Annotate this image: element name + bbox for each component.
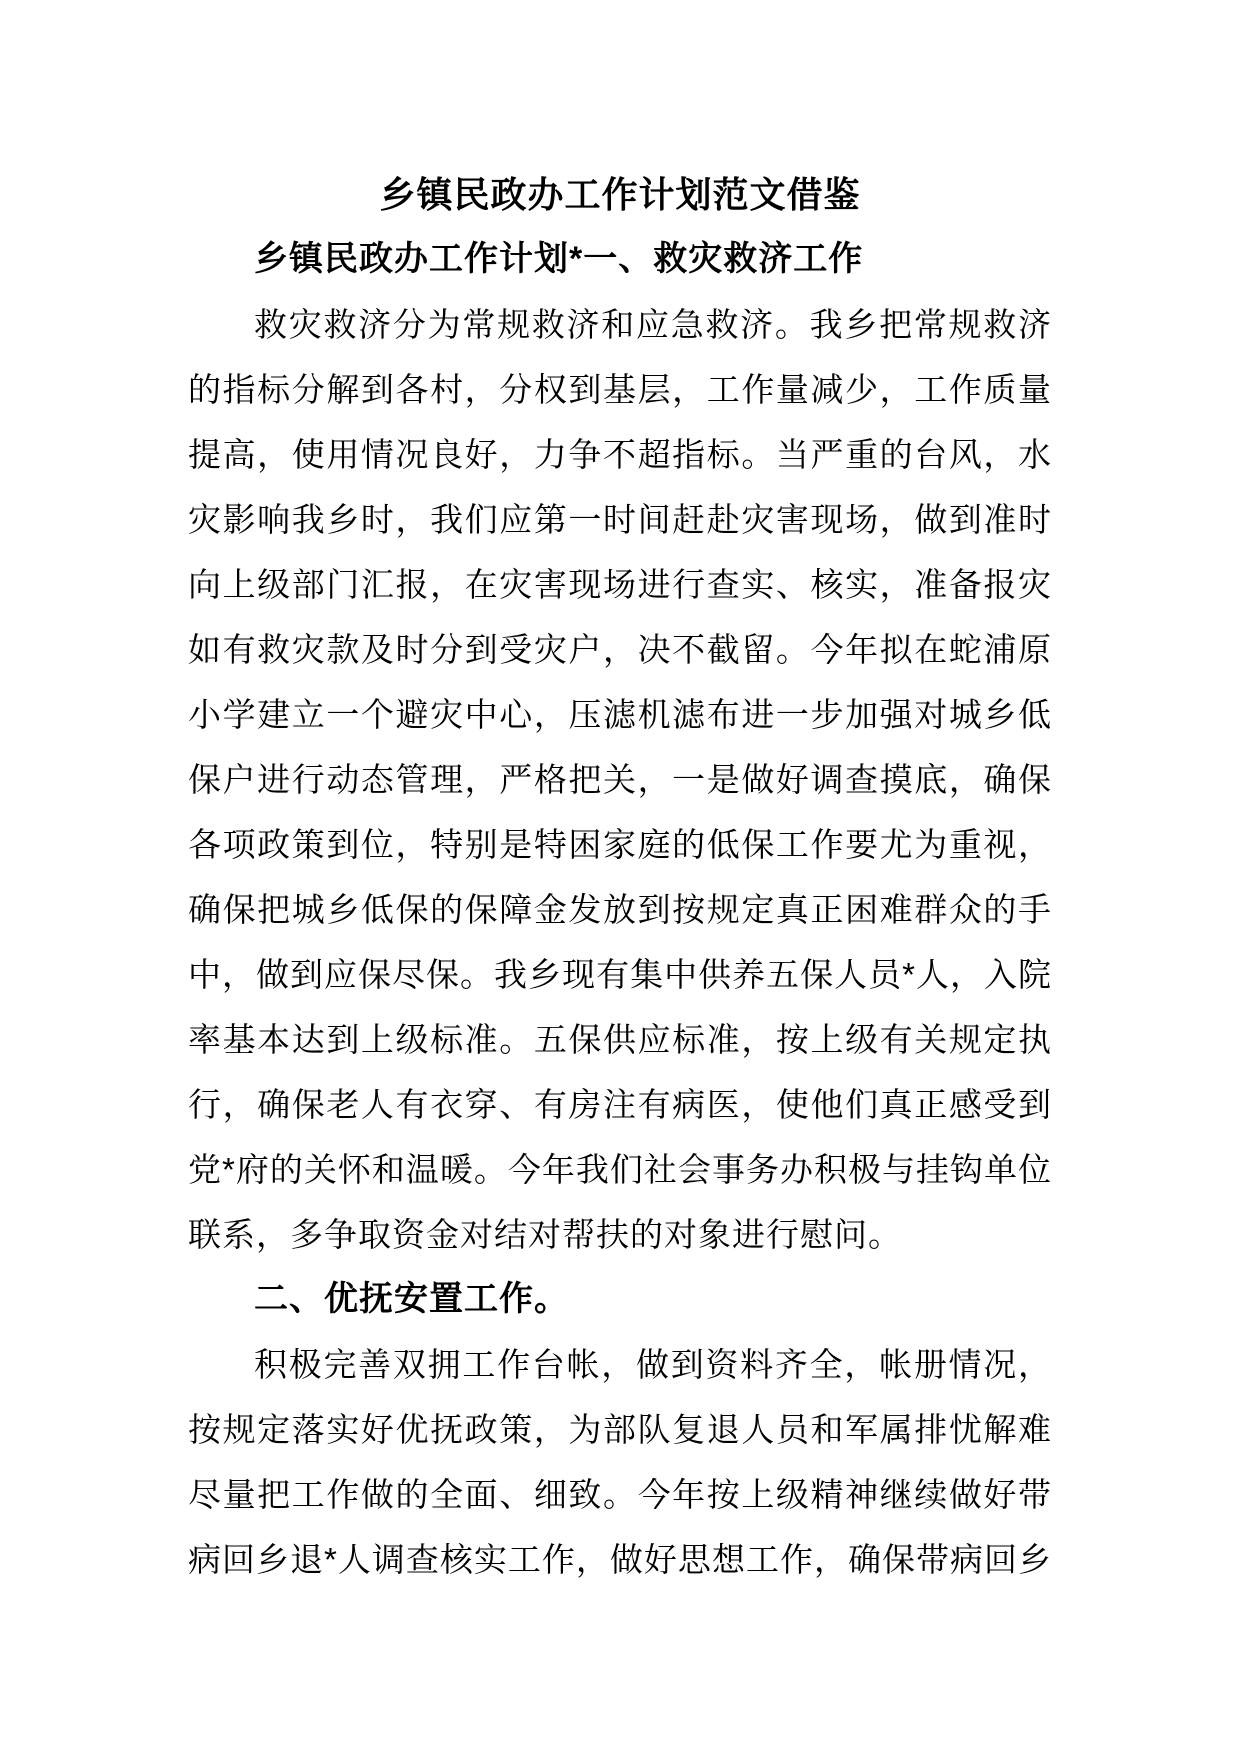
text-line: 病回乡退*人调查核实工作，做好思想工作，确保带病回乡 [188, 1541, 1052, 1578]
text-line: 中，做到应保尽保。我乡现有集中供养五保人员*人，入院 [188, 956, 1052, 993]
text-line: 保户进行动态管理，严格把关，一是做好调查摸底，确保 [188, 761, 1052, 798]
text-line: 灾影响我乡时，我们应第一时间赶赴灾害现场，做到准时 [188, 501, 1052, 538]
text-line: 救灾救济分为常规救济和应急救济。我乡把常规救济 [254, 306, 1052, 343]
section-heading: 乡镇民政办工作计划*一、救灾救济工作 [254, 240, 864, 278]
text-line: 提高，使用情况良好，力争不超指标。当严重的台风，水 [188, 436, 1052, 473]
text-line: 尽量把工作做的全面、细致。今年按上级精神继续做好带 [188, 1476, 1052, 1513]
text-line: 向上级部门汇报，在灾害现场进行查实、核实，准备报灾 [188, 566, 1052, 603]
text-line: 的指标分解到各村，分权到基层，工作量减少，工作质量 [188, 371, 1052, 408]
text-line: 小学建立一个避灾中心，压滤机滤布进一步加强对城乡低 [188, 696, 1052, 733]
text-line: 积极完善双拥工作台帐，做到资料齐全，帐册情况， [254, 1346, 1052, 1383]
text-line: 如有救灾款及时分到受灾户，决不截留。今年拟在蛇浦原 [188, 631, 1052, 668]
text-line: 确保把城乡低保的保障金发放到按规定真正困难群众的手 [188, 891, 1052, 928]
text-line: 联系，多争取资金对结对帮扶的对象进行慰问。 [188, 1216, 902, 1253]
document-title: 乡镇民政办工作计划范文借鉴 [379, 174, 861, 215]
text-line: 按规定落实好优抚政策，为部队复退人员和军属排忧解难 [188, 1411, 1052, 1448]
text-line: 各项政策到位，特别是特困家庭的低保工作要尤为重视， [188, 826, 1052, 863]
text-line: 行，确保老人有衣穿、有房注有病医，使他们真正感受到 [188, 1086, 1052, 1123]
section-heading: 二、优抚安置工作。 [254, 1280, 569, 1318]
text-line: 党*府的关怀和温暖。今年我们社会事务办积极与挂钩单位 [188, 1151, 1052, 1188]
text-line: 率基本达到上级标准。五保供应标准，按上级有关规定执 [188, 1021, 1052, 1058]
text-column [188, 162, 1052, 1592]
